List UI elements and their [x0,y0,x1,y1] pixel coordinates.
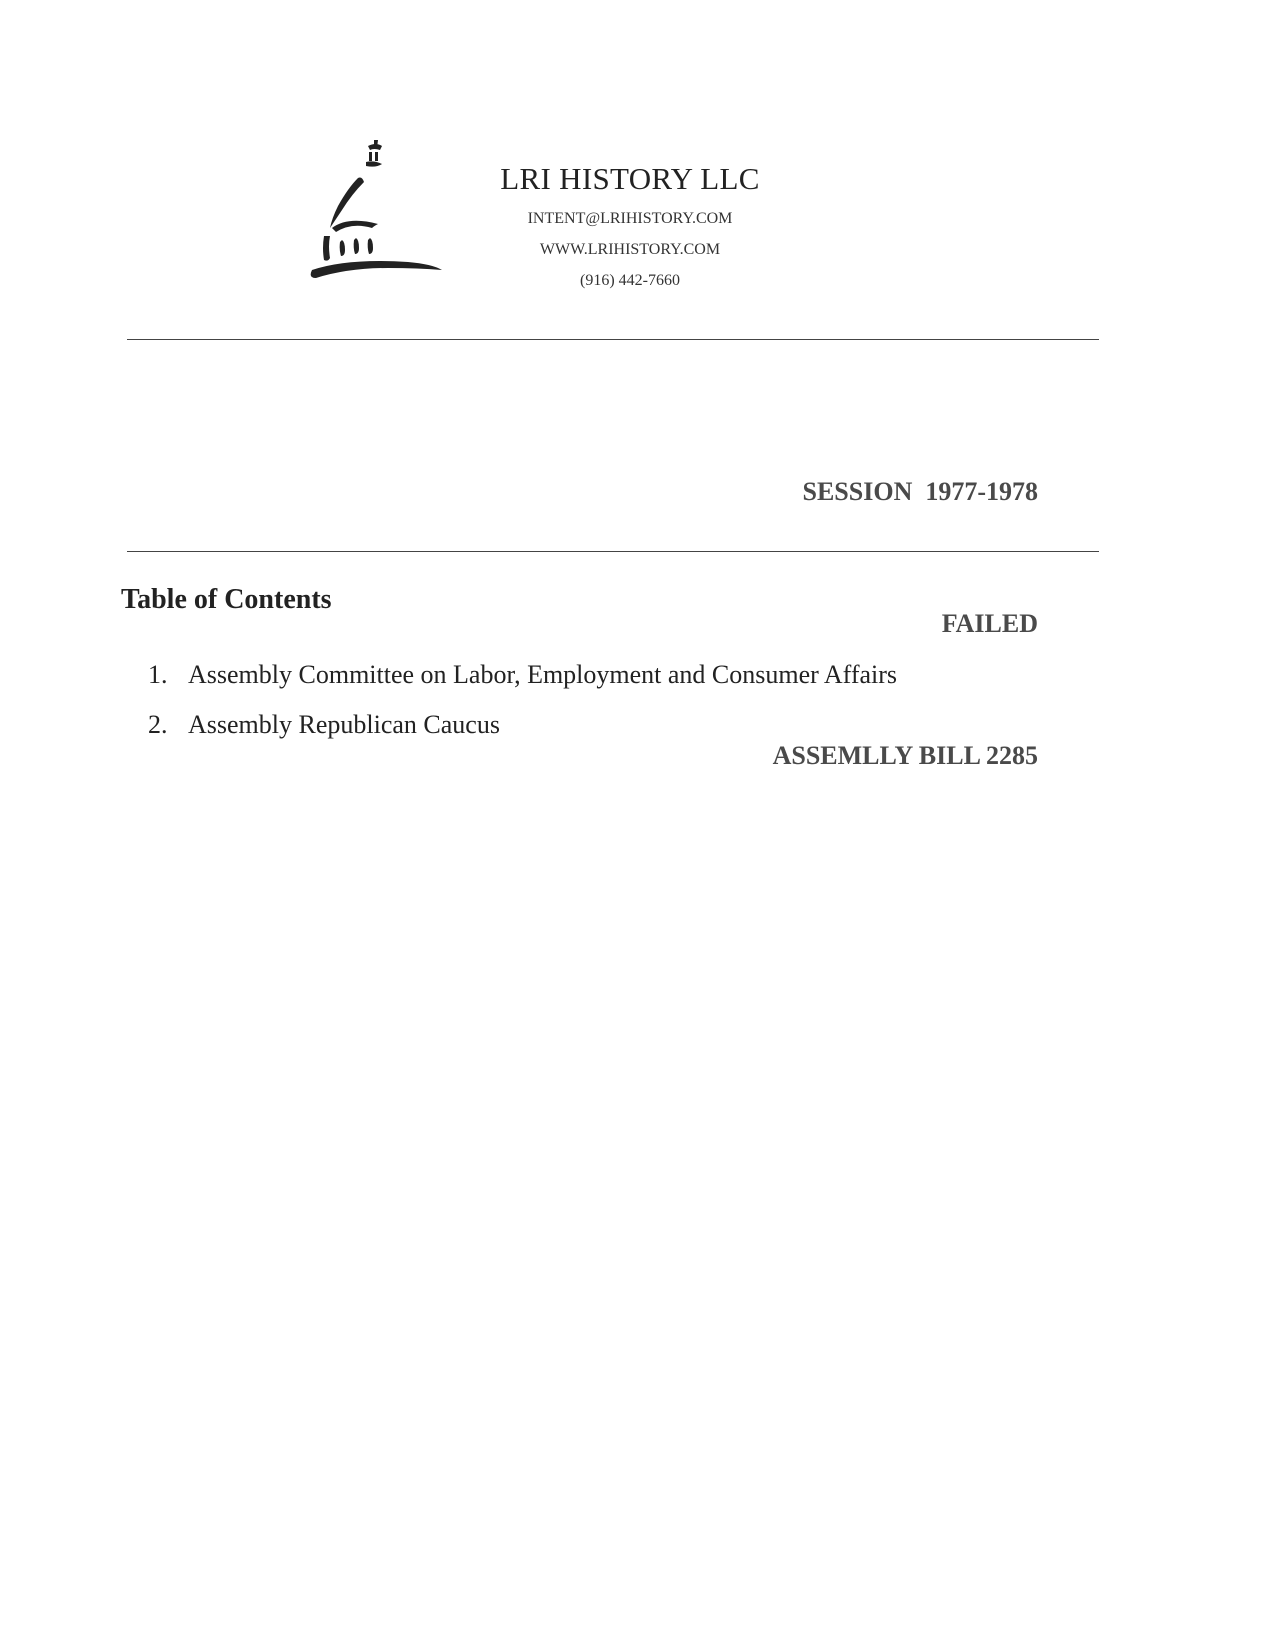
toc-item [148,650,897,700]
bill-info [773,382,1038,822]
bill-status: FAILED [941,609,1038,638]
toc-heading: Table of Contents [121,584,332,615]
contact-website: WWW.LRIHISTORY.COM [539,241,721,258]
toc-item [148,700,897,750]
contact-phone: (916) 442-7660 [580,272,680,289]
divider-top [127,339,1099,340]
divider-bottom [127,551,1099,552]
session-label: SESSION 1977-1978 [802,477,1038,506]
toc-item-label: Assembly Republican Caucus [188,710,500,739]
letterhead-text [440,160,820,296]
toc-item-label: Assembly Committee on Labor, Employment and Consumer Affairs [188,660,898,689]
bill-name: ASSEMLLY BILL 2285 [772,741,1038,770]
toc-list [148,650,897,750]
toc-item-number: 2. [148,710,168,739]
capitol-dome-logo-icon [308,138,456,298]
toc-item-number: 1. [148,660,168,689]
contact-email: INTENT@LRIHISTORY.COM [527,210,733,227]
company-name: LRI HISTORY LLC [500,161,760,196]
